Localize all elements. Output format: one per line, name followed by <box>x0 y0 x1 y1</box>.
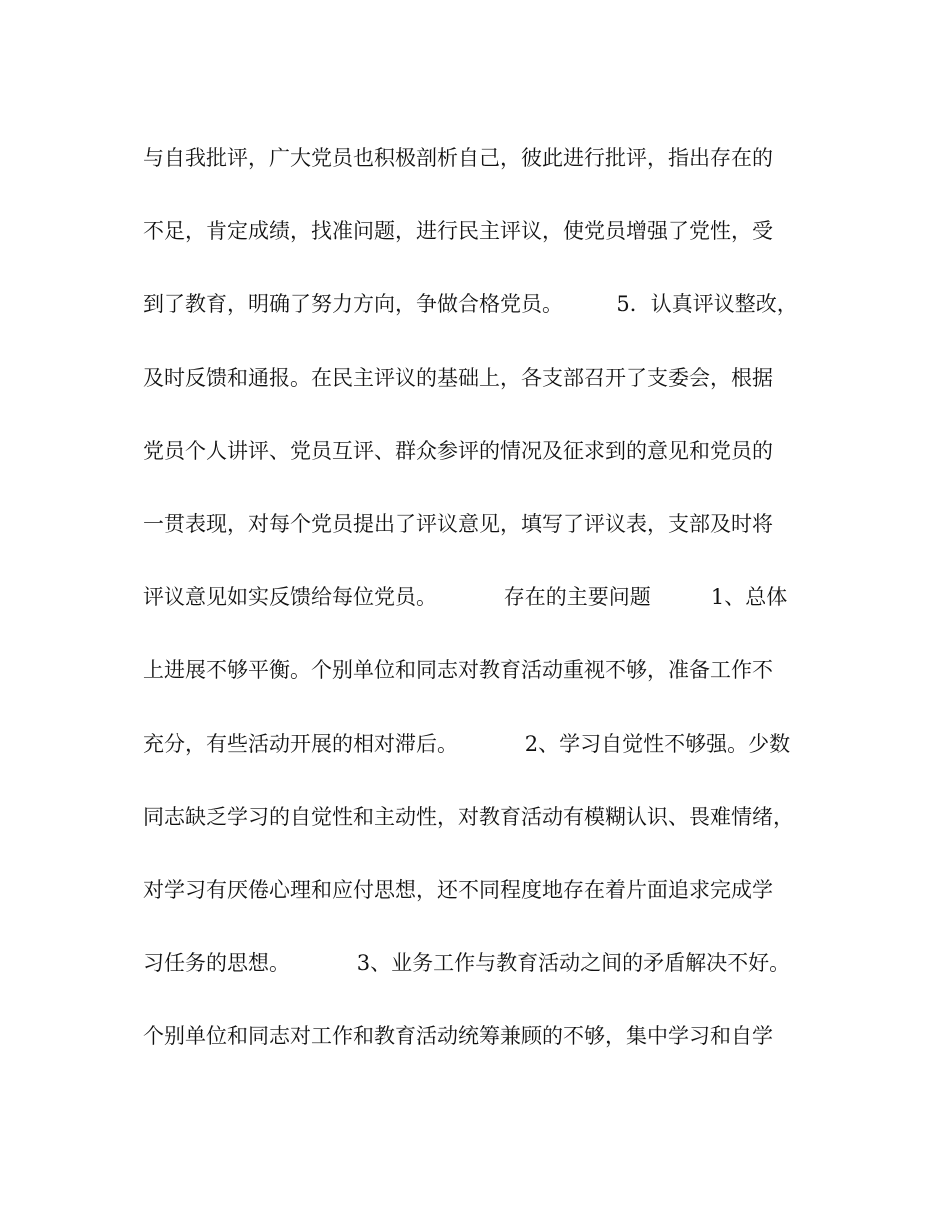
body-text <box>143 138 823 1089</box>
text-line: 与自我批评，广大党员也积极剖析自己，彼此进行批评，指出存在的 <box>143 146 773 170</box>
text-line: 上进展不够平衡。个别单位和同志对教育活动重视不够，准备工作不 <box>143 658 773 683</box>
text-line: 充分，有些活动开展的相对滞后。 2、学习自觉性不够强。少数 <box>143 731 791 756</box>
text-line: 不足，肯定成绩，找准问题，进行民主评议，使党员增强了党性，受 <box>143 219 773 244</box>
text-line: 对学习有厌倦心理和应付思想，还不同程度地存在着片面追求完成学 <box>143 877 773 902</box>
text-line: 到了教育，明确了努力方向，争做合格党员。 5．认真评议整改， <box>143 292 798 317</box>
text-line: 同志缺乏学习的自觉性和主动性，对教育活动有模糊认识、畏难情绪， <box>143 804 794 829</box>
text-line: 一贯表现，对每个党员提出了评议意见，填写了评议表，支部及时将 <box>143 511 773 536</box>
text-line: 党员个人讲评、党员互评、群众参评的情况及征求到的意见和党员的 <box>143 438 773 463</box>
text-line: 个别单位和同志对工作和教育活动统筹兼顾的不够，集中学习和自学 <box>143 1024 773 1049</box>
text-line: 习任务的思想。 3、业务工作与教育活动之间的矛盾解决不好。 <box>143 951 791 976</box>
text-line: 评议意见如实反馈给每位党员。 存在的主要问题 1、总体 <box>143 585 788 610</box>
text-line: 及时反馈和通报。在民主评议的基础上，各支部召开了支委会，根据 <box>143 365 773 390</box>
